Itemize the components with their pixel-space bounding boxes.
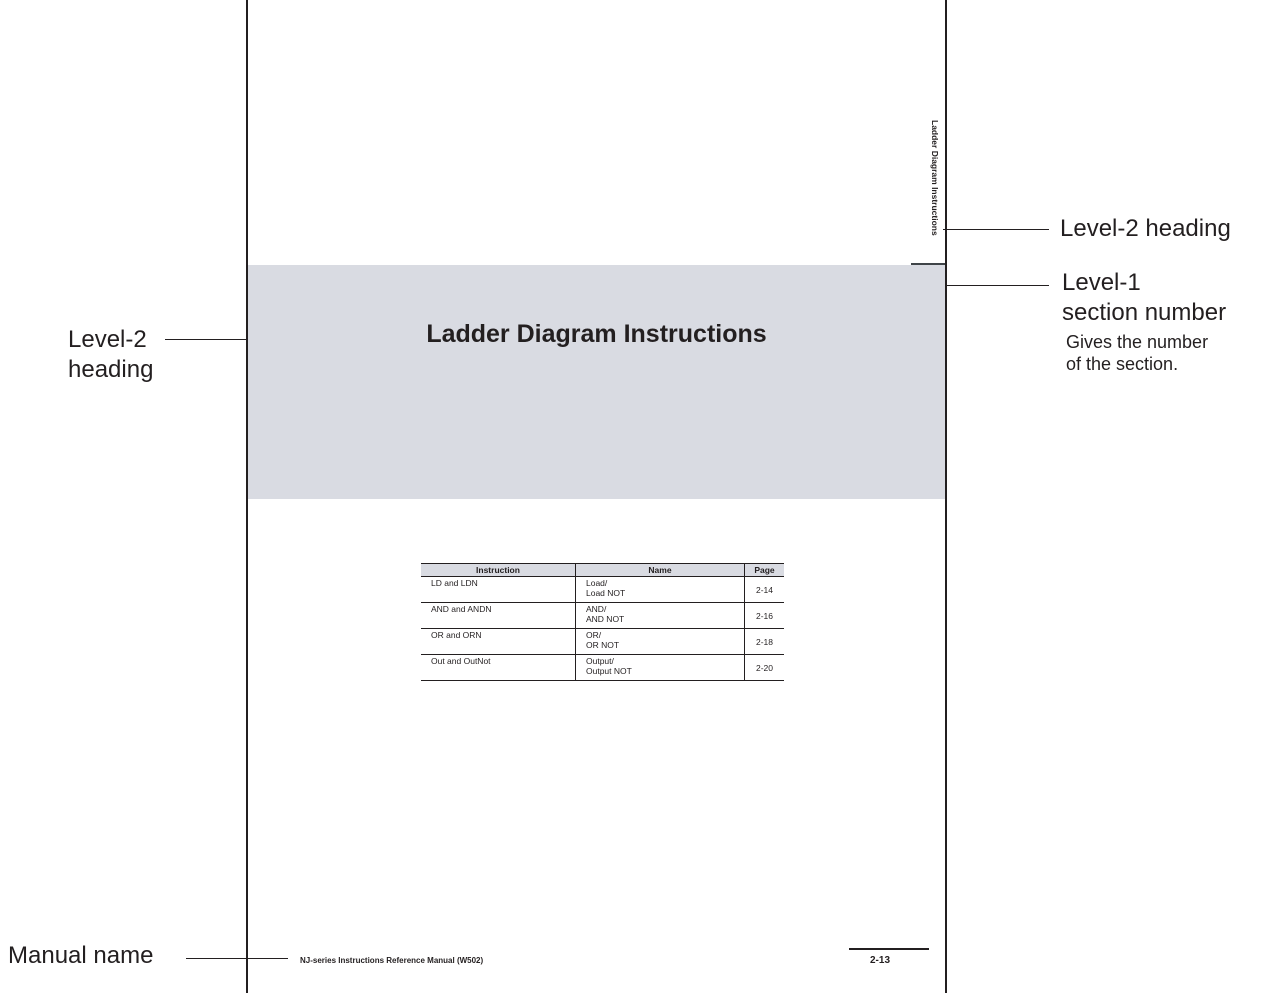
page-right-edge xyxy=(945,0,947,993)
leader-line-right-heading xyxy=(943,229,1049,230)
leader-line-manual-name xyxy=(186,958,288,959)
footer-rule xyxy=(849,948,929,950)
table-row xyxy=(421,577,784,603)
callout-manual-name: Manual name xyxy=(8,942,154,969)
footer-manual-name: NJ-series Instructions Reference Manual (W502) xyxy=(300,956,484,965)
header-page: Page xyxy=(745,564,785,577)
cell-page: 2-14 xyxy=(745,577,785,603)
name-line: OR/ xyxy=(586,630,602,640)
header-instruction: Instruction xyxy=(421,564,576,577)
name-line: Output/ xyxy=(586,656,614,666)
name-line: AND/ xyxy=(586,604,607,614)
cell-instruction: Out and OutNot xyxy=(421,655,576,681)
cell-name xyxy=(576,577,745,603)
callout-right-heading: Level-2 heading xyxy=(1060,215,1231,242)
cell-page: 2-16 xyxy=(745,603,785,629)
table-row xyxy=(421,629,784,655)
name-line: OR NOT xyxy=(586,640,620,650)
callout-section-desc-line2: of the section. xyxy=(1066,354,1179,374)
cell-instruction: LD and LDN xyxy=(421,577,576,603)
cell-page: 2-18 xyxy=(745,629,785,655)
table-row xyxy=(421,603,784,629)
callout-section-number xyxy=(1062,268,1226,328)
page-title: Ladder Diagram Instructions xyxy=(426,320,767,348)
callout-section-number-line1: Level-1 xyxy=(1062,269,1141,296)
callout-section-desc xyxy=(1066,331,1208,375)
instruction-table xyxy=(421,563,784,681)
table-header-row xyxy=(421,564,784,577)
cell-page: 2-20 xyxy=(745,655,785,681)
cell-name xyxy=(576,629,745,655)
cell-instruction: OR and ORN xyxy=(421,629,576,655)
name-line: Load NOT xyxy=(586,588,626,598)
table-row xyxy=(421,655,784,681)
callout-section-number-line2: section number xyxy=(1062,299,1227,326)
footer-page-number: 2-13 xyxy=(870,955,891,966)
callout-left-heading-line1: Level-2 xyxy=(68,326,147,353)
callout-section-desc-line1: Gives the number xyxy=(1066,332,1209,352)
header-name: Name xyxy=(576,564,745,577)
callout-left-heading xyxy=(68,325,153,385)
cell-instruction: AND and ANDN xyxy=(421,603,576,629)
cell-name xyxy=(576,655,745,681)
name-line: Load/ xyxy=(586,578,608,588)
vertical-level2-heading: Ladder Diagram Instructions xyxy=(930,120,940,236)
name-line: AND NOT xyxy=(586,614,625,624)
leader-line-section-number xyxy=(947,285,1049,286)
callout-left-heading-line2: heading xyxy=(68,356,154,383)
cell-name xyxy=(576,603,745,629)
name-line: Output NOT xyxy=(586,666,632,676)
title-band xyxy=(248,265,945,499)
leader-line-left-heading xyxy=(165,339,247,340)
